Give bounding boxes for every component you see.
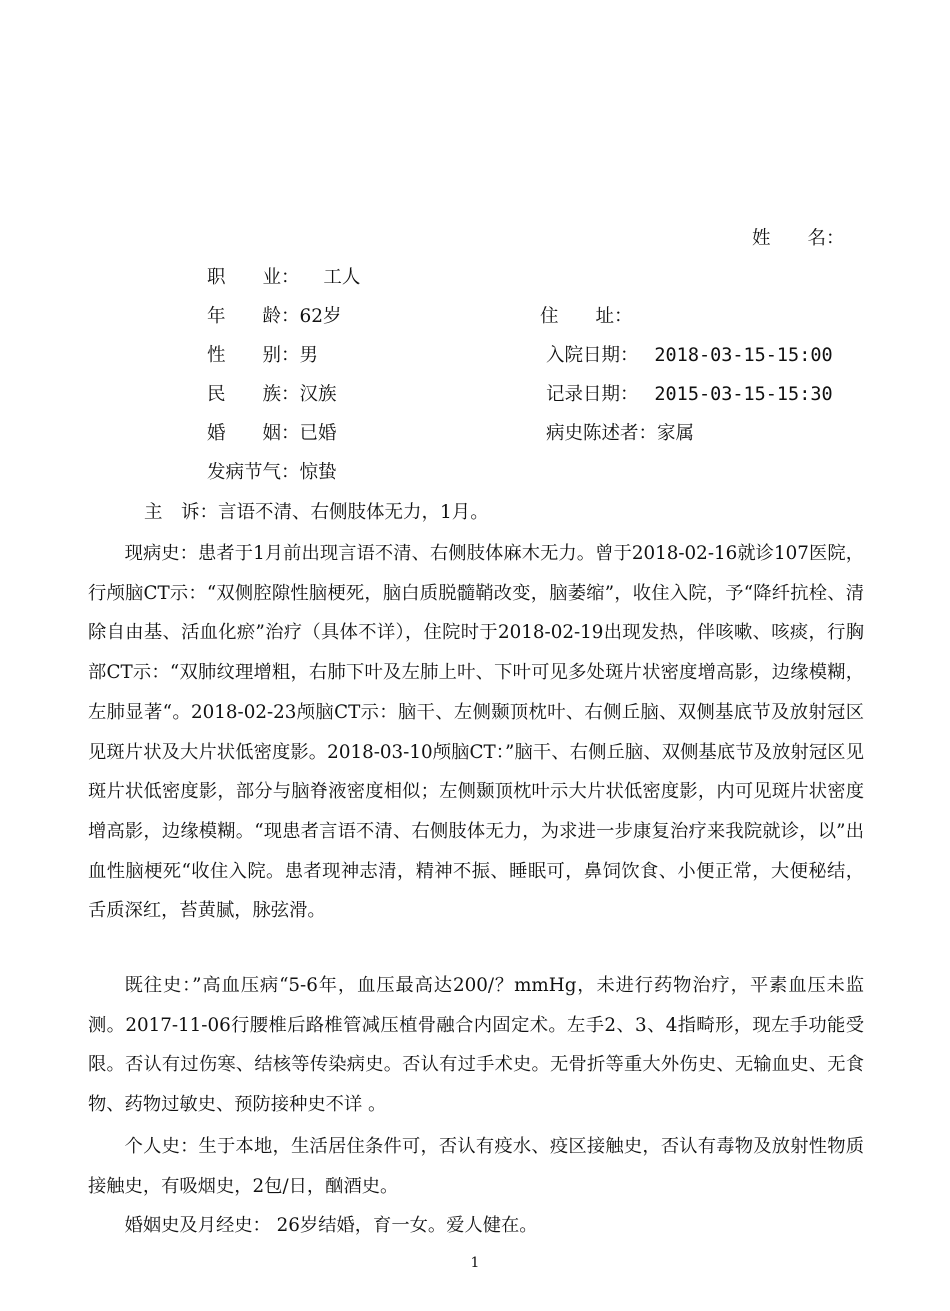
occupation-value: 工人 [323,267,361,288]
solar-term-value: 惊蛰 [299,462,337,483]
marriage-value: 已婚 [299,423,337,444]
age-field [207,304,342,330]
gender-value: 男 [299,345,319,366]
solar-term-label: 发病节气： [207,462,300,483]
age-value: 62岁 [299,306,342,327]
narrator-value: 家属 [657,423,695,444]
chief-complaint-text: 言语不清、右侧肢体无力，1月。 [218,502,489,523]
marriage-field [207,421,337,447]
occupation-field [207,265,360,291]
record-date-field [546,382,833,408]
admission-date-field [546,343,833,369]
narrator-label: 病史陈述者： [546,423,658,444]
page-number: 1 [470,1255,480,1271]
name-label: 姓 名： [752,228,845,249]
personal-history-paragraph: 个人史：生于本地，生活居住条件可，否认有疫水、疫区接触史，否认有毒物及放射性物质接触史，有吸烟史，2包/日，酗酒史。 [88,1136,864,1197]
marriage-label: 婚 姻： [207,423,300,444]
chief-complaint [144,500,489,526]
gender-field [207,343,318,369]
ethnicity-label: 民 族： [207,384,300,405]
solar-term-field [207,460,337,486]
chief-complaint-label: 主 诉： [144,502,219,523]
gender-label: 性 别： [207,345,300,366]
ethnicity-value: 汉族 [299,384,337,405]
address-label: 住 址： [540,306,633,327]
admission-date-value: 2018-03-15-15:00 [654,345,833,366]
admission-date-label: 入院日期： [546,345,639,366]
age-label: 年 龄： [207,306,300,327]
present-illness-paragraph: 现病史：患者于1月前出现言语不清、右侧肢体麻木无力。曾于2018-02-16就诊107医院，行颅脑CT示：“双侧腔隙性脑梗死，脑白质脱髓鞘改变，脑萎缩”，收住入院，予“降纤抗栓、清除自由基、活血化瘀”治疗（具体不详），住院时于2018-02-19出现发热，伴咳嗽、咳痰，行胸部CT示：“双肺纹理增粗，右肺下叶及左肺上叶、下叶可见多处斑片状密度增高影，边缘模糊，左肺显著“。2018-02-23颅脑CT示：脑干、左侧颞顶枕叶、右侧丘脑、双侧基底节及放射冠区见斑片状及大片状低密度影。2018-03-10颅脑CT：”脑干、右侧丘脑、双侧基底节及放射冠区见斑片状低密度影，部分与脑脊液密度相似；左侧颞顶枕叶示大片状低密度影，内可见斑片状密度增高影，边缘模糊。“现患者言语不清、右侧肢体无力，为求进一步康复治疗来我院就诊，以”出血性脑梗死“收住入院。患者现神志清，精神不振、睡眠可，鼻饲饮食、小便正常，大便秘结，舌质深红，苔黄腻，脉弦滑。 [88,543,864,922]
past-history-paragraph: 既往史：”高血压病“5-6年，血压最高达200/？mmHg，未进行药物治疗，平素血压未监测。2017-11-06行腰椎后路椎管减压植骨融合内固定术。左手2、3、4指畸形，现左手功能受限。否认有过伤寒、结核等传染病史。否认有过手术史。无骨折等重大外伤史、无输血史、无食物、药物过敏史、预防接种史不详 。 [88,975,864,1116]
marital-history-paragraph: 婚姻史及月经史： 26岁结婚，育一女。爱人健在。 [124,1215,538,1236]
record-date-label: 记录日期： [546,384,639,405]
narrator-field [546,421,694,447]
ethnicity-field [207,382,337,408]
occupation-label: 职 业： [207,267,300,288]
record-date-value: 2015-03-15-15:30 [654,384,833,405]
